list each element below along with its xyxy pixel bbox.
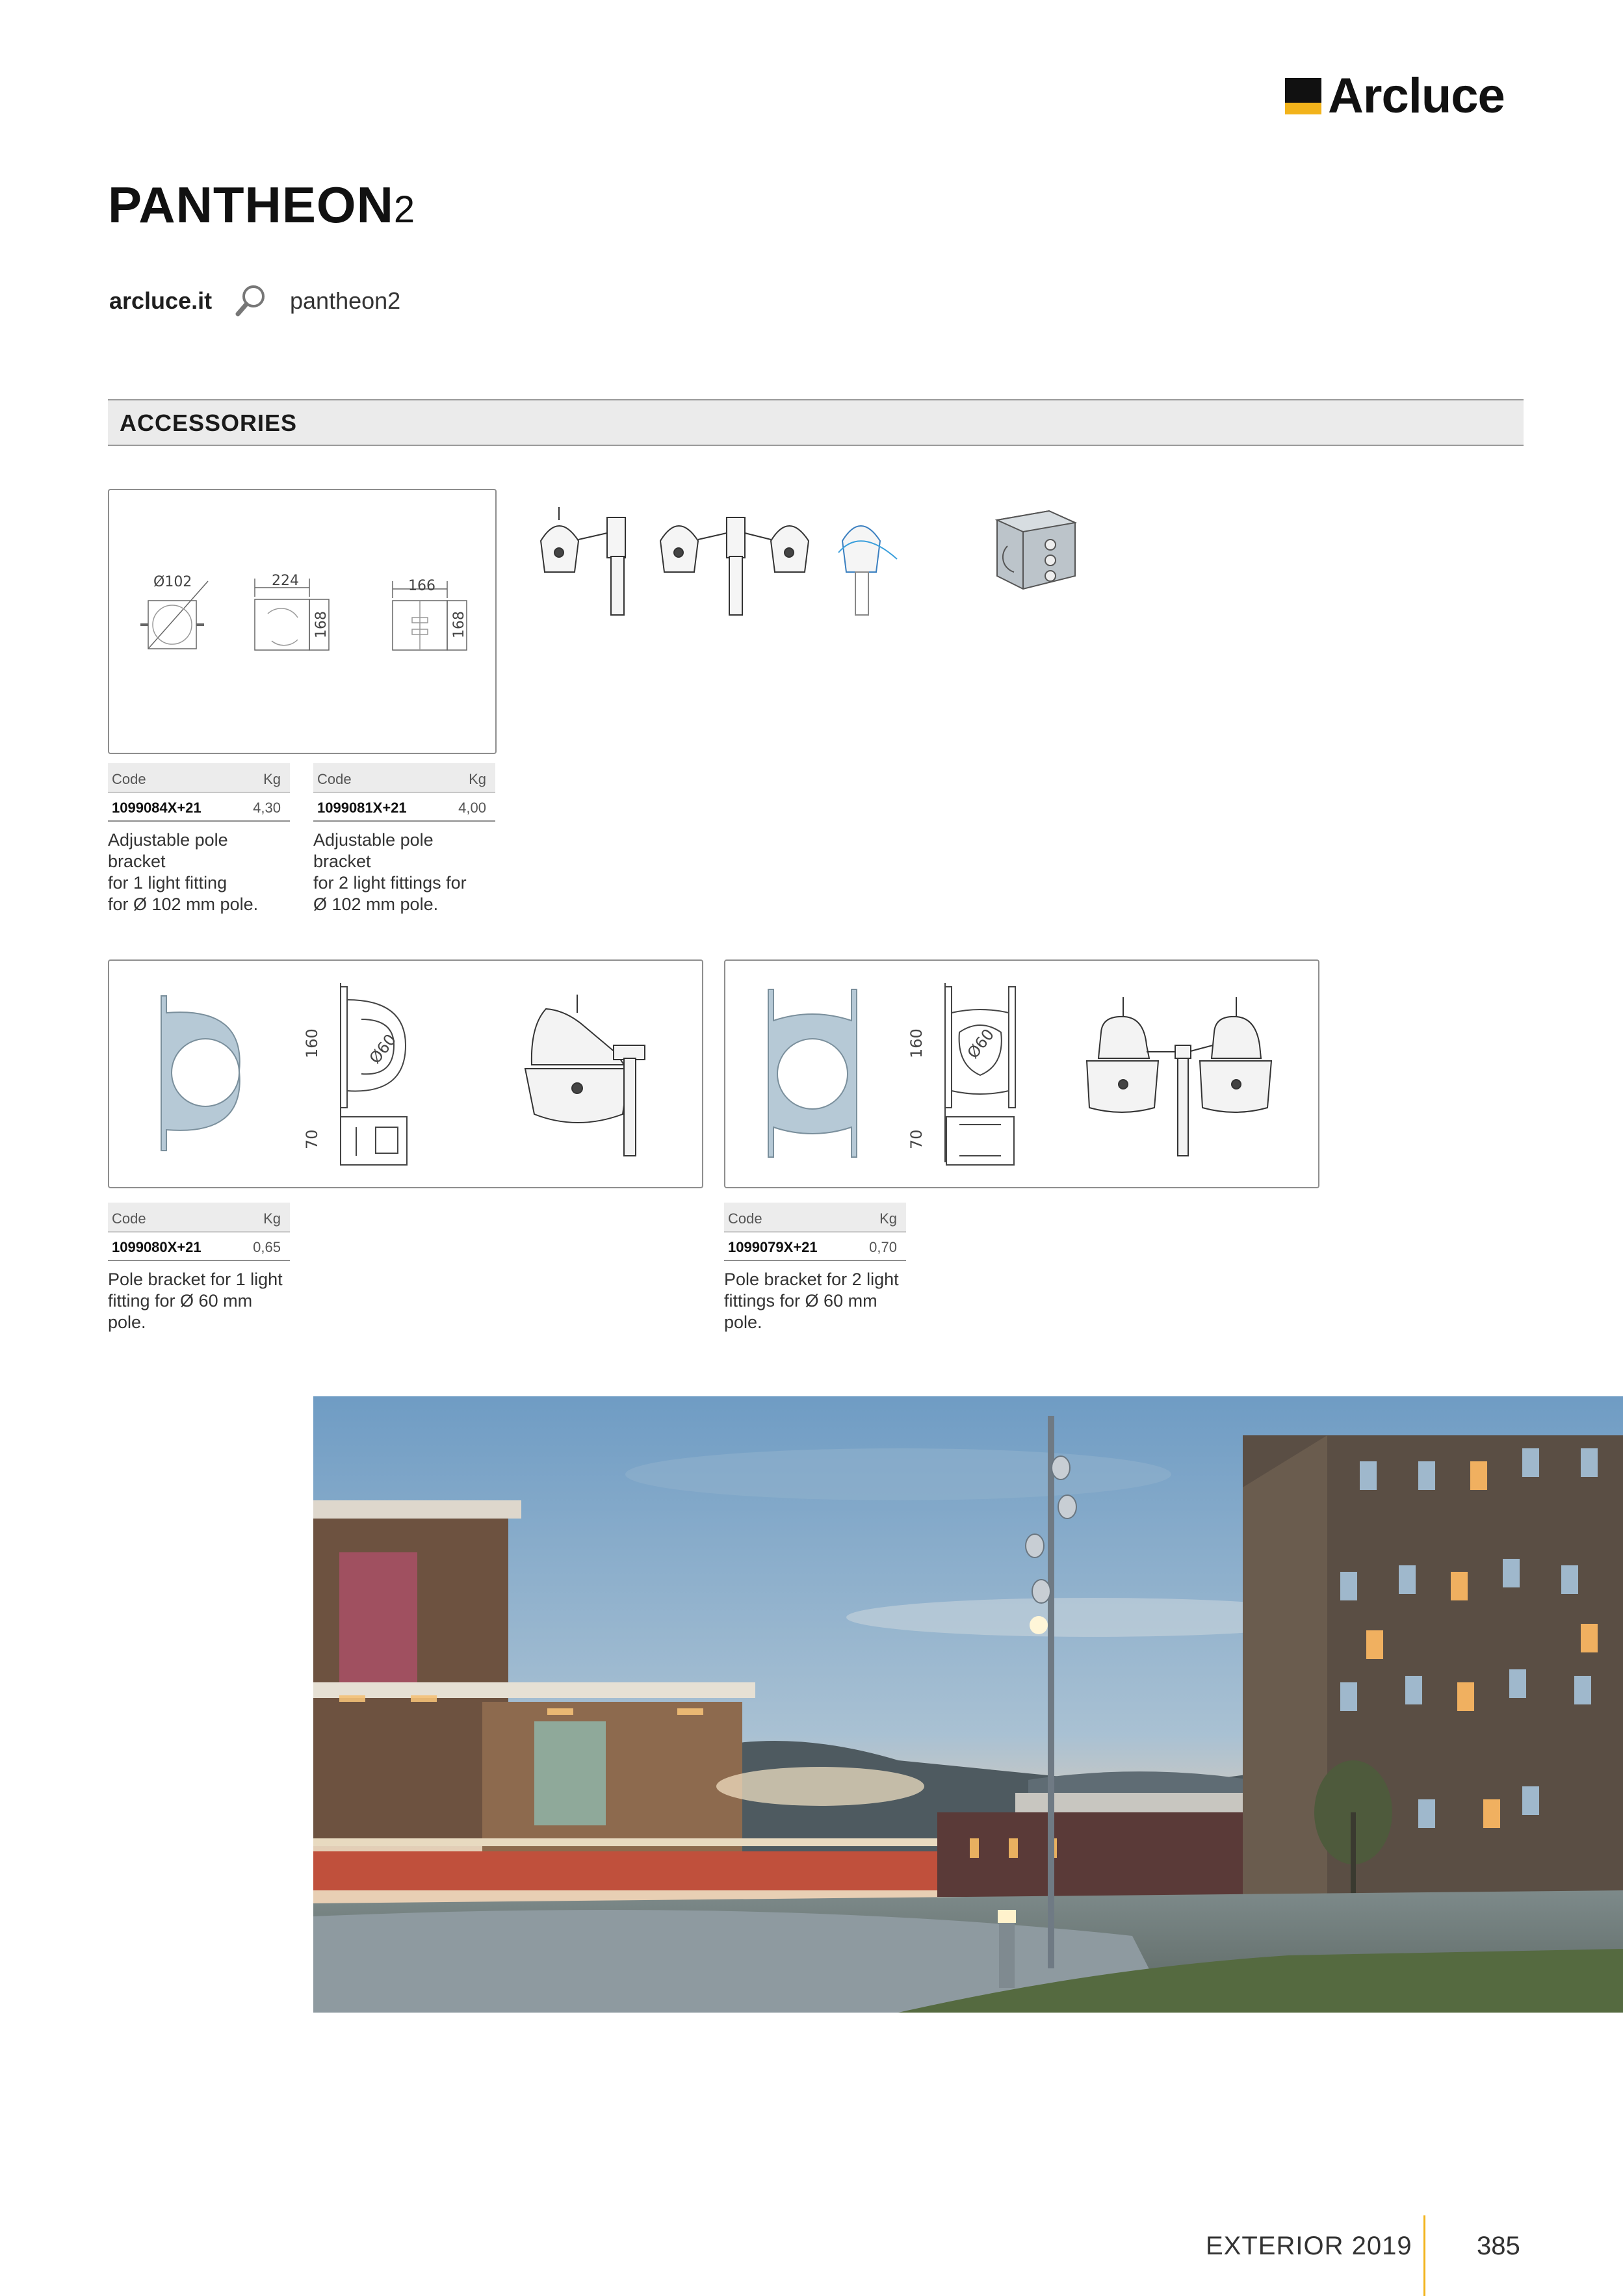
product-description: Pole bracket for 1 light fitting for Ø 60 mm pole. [108, 1270, 283, 1332]
dim-166: 166 [408, 578, 435, 594]
search-term: pantheon2 [290, 287, 401, 314]
installation-photo [313, 1396, 1623, 2013]
product-1099081 [313, 763, 495, 915]
drawing-box-102 [108, 489, 497, 754]
product-weight: 0,65 [253, 1239, 281, 1255]
search-icon [234, 283, 268, 317]
product-description: Adjustable pole bracket for 1 light fitting for Ø 102 mm pole. [108, 830, 259, 914]
product-description: Pole bracket for 2 light fittings for Ø 60 mm pole. [724, 1270, 899, 1332]
spec-header: Code Kg [108, 763, 290, 793]
dim-160: 160 [303, 1028, 321, 1058]
spec-row [724, 1233, 906, 1261]
dim-160: 160 [907, 1028, 926, 1058]
spec-row [108, 1233, 290, 1261]
product-1099079 [724, 1203, 906, 1333]
product-weight: 4,30 [253, 800, 281, 816]
product-1099084 [108, 763, 290, 915]
technical-drawing-60-double [725, 961, 1318, 1187]
product-code: 1099080X+21 [112, 1239, 201, 1255]
drawing-box-60-single [108, 959, 703, 1188]
title-suffix: 2 [393, 189, 416, 231]
page-number: 385 [1477, 2232, 1520, 2260]
product-code: 1099081X+21 [317, 800, 407, 816]
spec-row [313, 793, 495, 822]
logo-mark [1285, 78, 1321, 114]
technical-drawing-60-single [109, 961, 702, 1187]
dim-d60: Ø60 [365, 1030, 400, 1067]
dim-168-a: 168 [313, 611, 330, 638]
technical-drawing-102 [109, 490, 495, 753]
spec-header: Code Kg [108, 1203, 290, 1233]
brand-logo [1285, 70, 1505, 122]
logo-text: Arcluce [1328, 68, 1505, 124]
section-header [108, 399, 1524, 446]
product-code: 1099079X+21 [728, 1239, 818, 1255]
dim-70: 70 [907, 1129, 926, 1149]
dim-168-b: 168 [451, 611, 467, 638]
footer-divider [1423, 2215, 1425, 2296]
page-title [108, 176, 415, 239]
dim-70: 70 [303, 1129, 321, 1149]
product-weight: 4,00 [458, 800, 486, 816]
spec-header: Code Kg [313, 763, 495, 793]
dim-d102: Ø102 [153, 574, 192, 590]
product-description: Adjustable pole bracket for 2 light fittings for Ø 102 mm pole. [313, 830, 467, 914]
footer-catalog-label: EXTERIOR 2019 [1206, 2232, 1412, 2260]
website-link[interactable]: arcluce.it [109, 287, 213, 314]
product-1099080 [108, 1203, 290, 1333]
product-code: 1099084X+21 [112, 800, 201, 816]
title-main: PANTHEON [108, 176, 394, 233]
spec-header: Code Kg [724, 1203, 906, 1233]
bracket-renderings [533, 501, 1131, 618]
section-title: ACCESSORIES [120, 410, 298, 436]
dim-d60: Ø60 [963, 1025, 998, 1062]
spec-row [108, 793, 290, 822]
drawing-box-60-double [724, 959, 1319, 1188]
dim-224: 224 [272, 573, 299, 589]
product-weight: 0,70 [869, 1239, 897, 1255]
